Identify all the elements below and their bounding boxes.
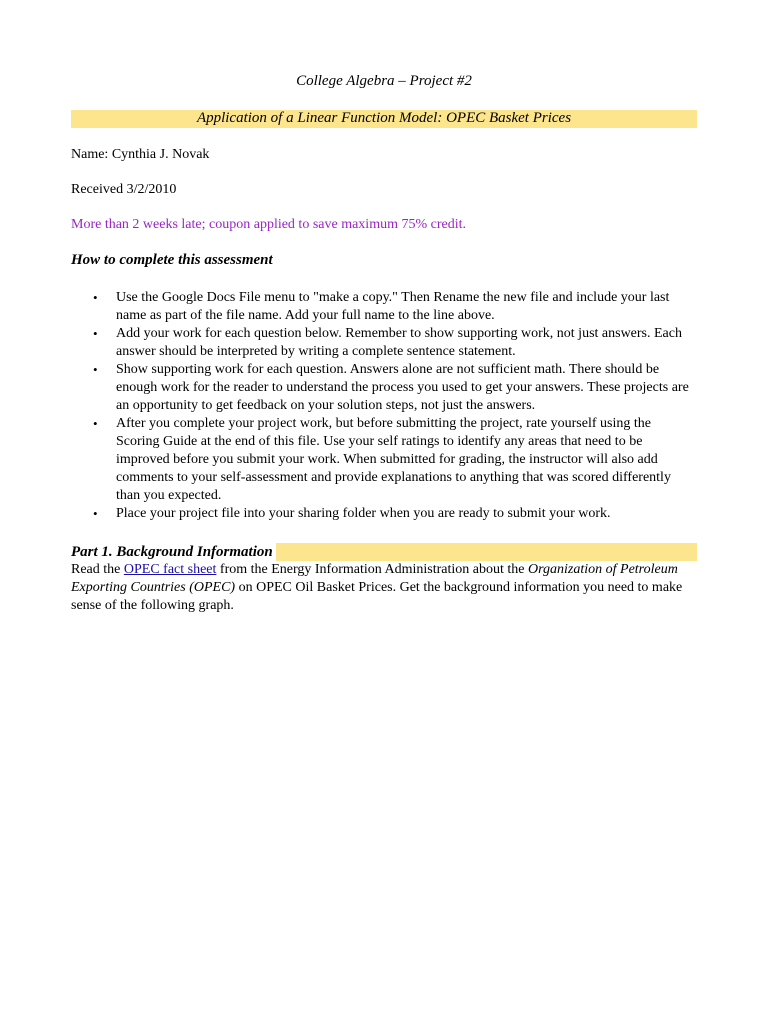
instruction-list bbox=[71, 289, 697, 523]
opec-fact-sheet-link[interactable]: OPEC fact sheet bbox=[123, 562, 217, 577]
part1-text: on OPEC Oil Basket Prices. Get the background information you need to make sense of the following graph. bbox=[71, 580, 683, 613]
received-date-line: Received 3/2/2010 bbox=[71, 182, 177, 197]
document-subtitle bbox=[71, 108, 697, 128]
list-item bbox=[71, 325, 697, 361]
bullet-icon: • bbox=[93, 506, 98, 521]
list-item-text: After you complete your project work, but before submitting the project, rate yourself using the Scoring Guide at the end of this file. Use your self ratings to identify any areas that need to be improved before you submit your work. When submitted for grading, the instructor will also add comments to your self-assessment and provide explanations to anything that was scored differently than you expected. bbox=[116, 416, 671, 503]
list-item-text: Use the Google Docs File menu to "make a copy." Then Rename the new file and include your last name as part of the file name. Add your full name to the line above. bbox=[116, 290, 670, 323]
student-name-line: Name: Cynthia J. Novak bbox=[71, 147, 210, 162]
bullet-icon: • bbox=[93, 416, 98, 431]
bullet-icon: • bbox=[93, 362, 98, 377]
document-title: College Algebra – Project #2 bbox=[296, 73, 472, 89]
bullet-icon: • bbox=[93, 326, 98, 341]
list-item-text: Place your project file into your sharing folder when you are ready to submit your work. bbox=[116, 506, 611, 521]
part1-text: from the Energy Information Administration about the bbox=[216, 562, 528, 577]
bullet-icon: • bbox=[93, 290, 98, 305]
list-item bbox=[71, 361, 697, 415]
part1-heading-text: Part 1. Background Information bbox=[71, 542, 276, 562]
list-item bbox=[71, 415, 697, 505]
part1-paragraph bbox=[71, 561, 697, 615]
opec-organization-name: Organization of Petroleum Exporting Countries (OPEC) bbox=[71, 562, 678, 595]
list-item bbox=[71, 505, 697, 523]
late-note: More than 2 weeks late; coupon applied to save maximum 75% credit. bbox=[71, 217, 467, 232]
part1-text: Read the bbox=[71, 562, 124, 577]
list-item-text: Add your work for each question below. Remember to show supporting work, not just answers. Each answer should be interpreted by writing a complete sentence statement. bbox=[116, 326, 682, 359]
subtitle-text: Application of a Linear Function Model: OPEC Basket Prices bbox=[196, 110, 572, 126]
list-item bbox=[71, 289, 697, 325]
assessment-heading: How to complete this assessment bbox=[71, 252, 273, 268]
part1-heading bbox=[71, 542, 697, 562]
list-item-text: Show supporting work for each question. Answers alone are not sufficient math. There should be enough work for the reader to understand the process you used to get your answers. These projects are an opportunity to get feedback on your solution steps, not just the answers. bbox=[116, 362, 689, 413]
